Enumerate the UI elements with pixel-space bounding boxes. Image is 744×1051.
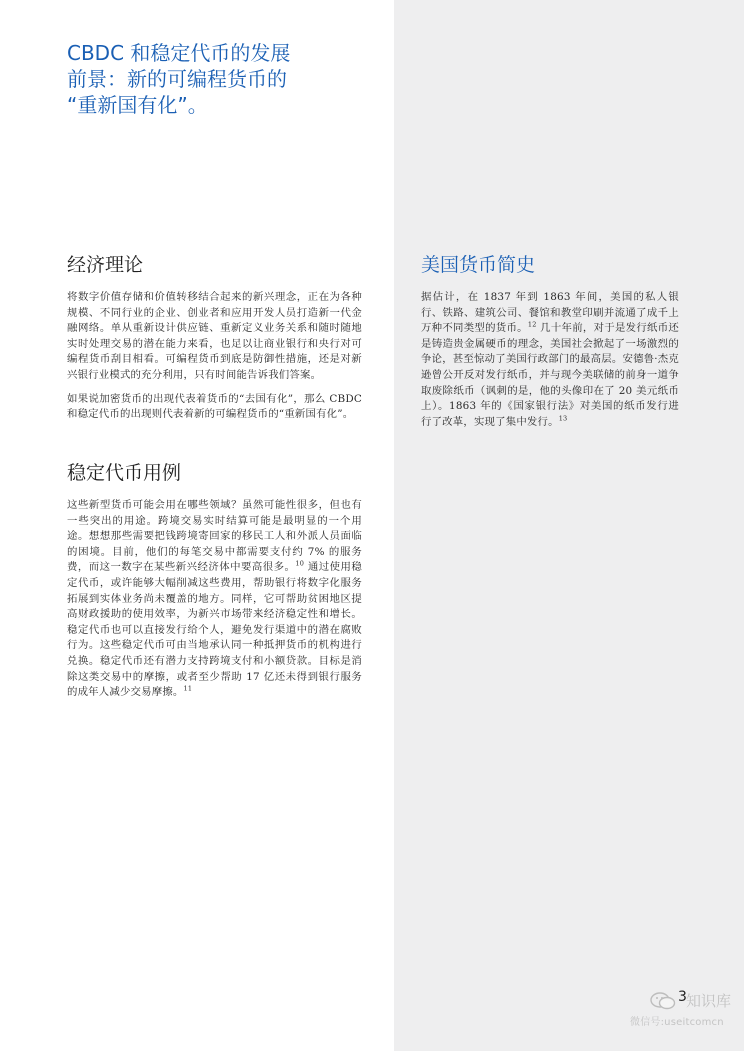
section-heading: 经济理论 bbox=[67, 254, 144, 276]
section-stablecoin-use-cases bbox=[67, 461, 362, 709]
footnote-ref: 12 bbox=[527, 320, 537, 329]
paragraph: 如果说加密货币的出现代表着货币的“去国有化”，那么 CBDC 和稳定代币的出现则代表着新的可编程货币的“重新国有化”。 bbox=[67, 392, 362, 421]
paragraph-text: 据估计，在 1837 年到 1863 年间，美国的私人银行、铁路、建筑公司、餐馆和教堂印刷并流通了成千上万种不同类型的货币。 bbox=[421, 291, 679, 335]
paragraph-text: 几十年前，对于是发行纸币还是铸造贵金属硬币的理念，美国社会掀起了一场激烈的争论，甚至惊动了美国行政部门的最高层。安德鲁·杰克逊曾公开反对发行纸币，并与现今美联储的前身一道争取废除纸币（讽刺的是，他的头像印在了 20 美元纸币上）。1863 年的《国家银行法》对美国的纸币发行进行了改革，实现了集中发行。 bbox=[421, 322, 679, 428]
page-title: CBDC 和稳定代币的发展 前景：新的可编程货币的 “重新国有化”。 bbox=[67, 41, 291, 117]
watermark bbox=[628, 990, 740, 1030]
wechat-icon bbox=[650, 992, 676, 1010]
paragraph: 将数字价值存储和价值转移结合起来的新兴理念，正在为各种规模、不同行业的企业、创业者和应用开发人员打造新一代金融网络。单从重新设计供应链、重新定义业务关系和随时随地实时处理交易的潜在能力来看，也足以让商业银行和央行对可编程货币刮目相看。可编程货币到底是防御性措施，还是对新兴银行业模式的充分利用，只有时间能告诉我们答案。 bbox=[67, 291, 362, 381]
page-number: 3 bbox=[678, 989, 687, 1005]
footnote-ref: 10 bbox=[295, 559, 305, 568]
paragraph-text: 通过使用稳定代币，或许能够大幅削减这些费用，帮助银行将数字化服务拓展到实体业务尚未覆盖的地方。同样，它可帮助贫困地区提高财政援助的使用效率，为新兴市场带来经济稳定性和增长。稳定代币也可以直接发行给个人，避免发行渠道中的潜在腐败行为。这些稳定代币可由当地承认同一种抵押货币的机构进行兑换。稳定代币还有潜力支持跨境支付和小额贷款。目标是消除这类交易中的摩擦，或者至少帮助 17 亿还未得到银行服务的成年人减少交易摩擦。 bbox=[67, 561, 362, 699]
paragraph bbox=[67, 498, 362, 701]
section-heading: 稳定代币用例 bbox=[67, 462, 182, 484]
paragraph bbox=[421, 290, 679, 430]
footnote-ref: 11 bbox=[183, 684, 193, 693]
paragraph-text: 这些新型货币可能会用在哪些领域？虽然可能性很多，但也有一些突出的用途。跨境交易实时结算可能是最明显的一个用途。想想那些需要把钱跨境寄回家的移民工人和外派人员面临的困境。目前，他们的每笔交易中都需要支付约 7% 的服务费，而这一数字在某些新兴经济体中要高很多。 bbox=[67, 499, 362, 574]
section-heading: 美国货币简史 bbox=[421, 254, 536, 276]
sidebar-background bbox=[394, 0, 744, 1051]
section-economic-theory bbox=[67, 253, 362, 431]
watermark-account: 微信号:useitcomcn bbox=[630, 1017, 724, 1028]
footnote-ref: 13 bbox=[558, 414, 568, 423]
watermark-brand: 知识库 bbox=[686, 992, 732, 1010]
section-us-currency-history bbox=[421, 253, 679, 438]
